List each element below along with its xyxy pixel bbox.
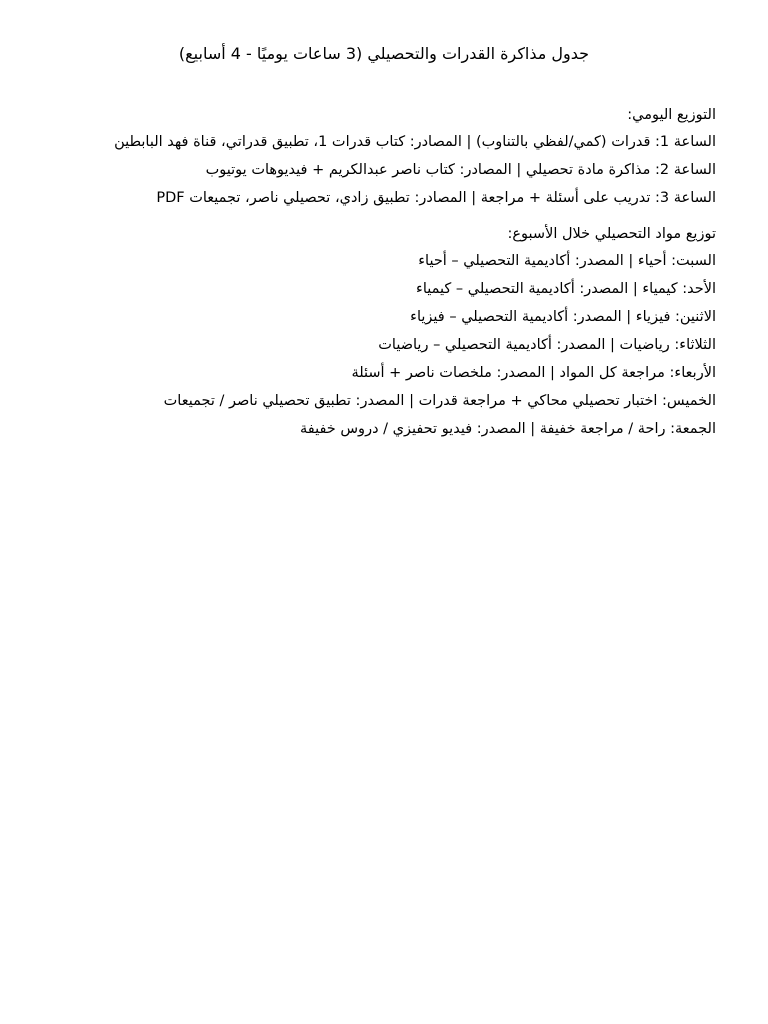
document-title: جدول مذاكرة القدرات والتحصيلي (3 ساعات يوميًا - 4 أسابيع)	[178, 44, 590, 63]
daily-schedule-section	[76, 104, 716, 209]
weekly-day-sunday: الأحد: كيمياء | المصدر: أكاديمية التحصيلي – كيمياء	[416, 281, 716, 297]
weekly-day-wednesday: الأربعاء: مراجعة كل المواد | المصدر: ملخصات ناصر + أسئلة	[351, 365, 716, 381]
weekly-day-friday: الجمعة: راحة / مراجعة خفيفة | المصدر: فيديو تحفيزي / دروس خفيفة	[299, 421, 716, 437]
weekly-schedule-section	[76, 223, 716, 440]
daily-schedule-heading: التوزيع اليومي:	[627, 107, 716, 123]
weekly-schedule-heading: توزيع مواد التحصيلي خلال الأسبوع:	[507, 226, 716, 242]
weekly-day-monday: الاثنين: فيزياء | المصدر: أكاديمية التحصيلي – فيزياء	[410, 309, 716, 325]
daily-hour-1: الساعة 1: قدرات (كمي/لفظي بالتناوب) | المصادر: كتاب قدرات 1، تطبيق قدراتي، قناة فهد البابطين	[114, 134, 716, 150]
weekly-day-saturday: السبت: أحياء | المصدر: أكاديمية التحصيلي – أحياء	[418, 253, 716, 269]
document-body	[76, 104, 716, 446]
weekly-day-thursday: الخميس: اختبار تحصيلي محاكي + مراجعة قدرات | المصدر: تطبيق تحصيلي ناصر / تجميعات	[163, 393, 716, 409]
daily-hour-3: الساعة 3: تدريب على أسئلة + مراجعة | المصادر: تطبيق زادي، تحصيلي ناصر، تجميعات PDF	[156, 190, 716, 206]
weekly-day-tuesday: الثلاثاء: رياضيات | المصدر: أكاديمية التحصيلي – رياضيات	[378, 337, 716, 353]
daily-hour-2: الساعة 2: مذاكرة مادة تحصيلي | المصادر: كتاب ناصر عبدالكريم + فيديوهات يوتيوب	[205, 162, 716, 178]
section-spacer	[76, 215, 716, 223]
